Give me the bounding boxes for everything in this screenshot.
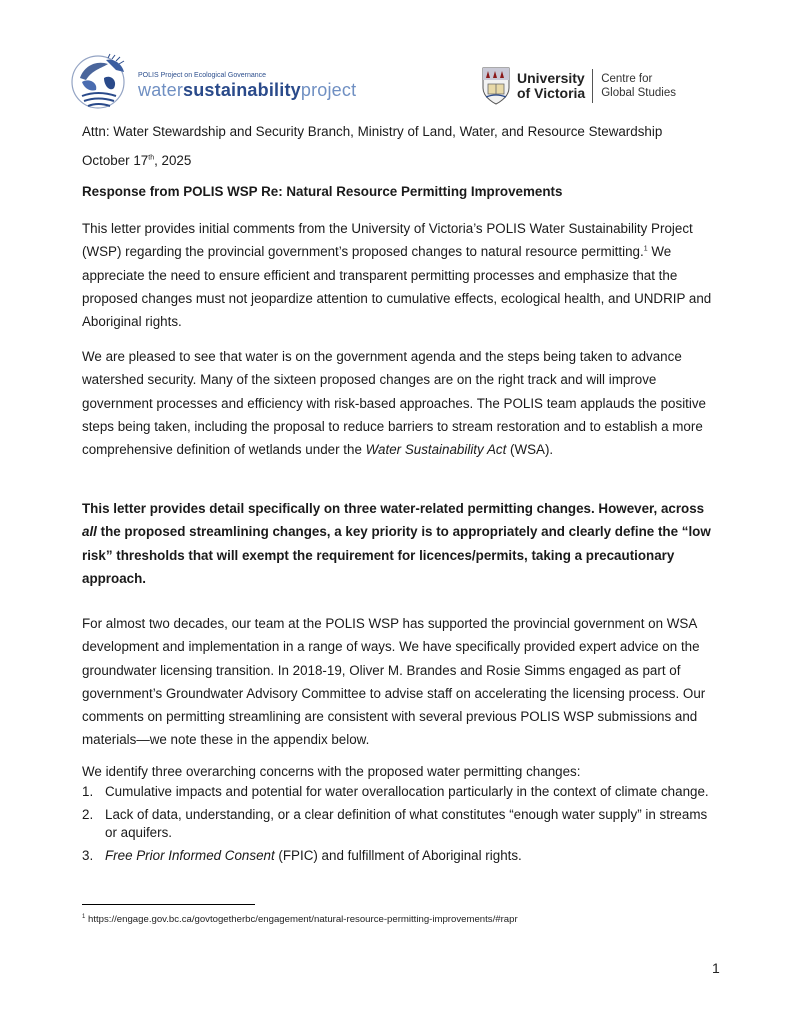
centre-line2: Global Studies (601, 87, 676, 99)
wsp-wordmark (138, 80, 356, 100)
list-text (105, 847, 722, 865)
paragraph-intro (82, 217, 722, 333)
uvic-name-line2: of Victoria (517, 85, 586, 101)
footnote-marker: 1 (82, 913, 86, 920)
list-number: 3. (82, 848, 94, 863)
fpic-term: Free Prior Informed Consent (105, 848, 275, 863)
p3-text-a: This letter provides detail specifically on three water-related permitting changes. However, across (82, 501, 705, 516)
p1-text-a: This letter provides initial comments from the University of Victoria’s POLIS Water Sustainability Project (WSP) regarding the provincial government’s proposed changes to natural resource permitting. (82, 221, 693, 260)
wsp-subtitle: POLIS Project on Ecological Governance (138, 71, 267, 79)
uvic-crest-icon (481, 66, 511, 106)
footnote-link[interactable]: https://engage.gov.bc.ca/govtogetherbc/engagement/natural-resource-permitting-improvements/#rapr (85, 914, 518, 925)
date-year: , 2025 (154, 153, 192, 168)
list-text: Lack of data, understanding, or a clear definition of what constitutes “enough water supply” in streams or aquifers. (105, 807, 708, 840)
list-text: Cumulative impacts and potential for water overallocation particularly in the context of climate change. (105, 784, 709, 799)
p2-act-name: Water Sustainability Act (365, 442, 507, 458)
uvic-logo (481, 66, 676, 106)
letter-date (82, 149, 191, 172)
logo-divider (592, 69, 593, 103)
paragraph-agenda (82, 345, 722, 461)
wsp-logo (68, 52, 356, 112)
subject-line: Response from POLIS WSP Re: Natural Resource Permitting Improvements (82, 184, 563, 199)
wsp-word-project: project (300, 79, 357, 100)
concerns-list (82, 783, 722, 870)
attn-line: Attn: Water Stewardship and Security Branch, Ministry of Land, Water, and Resource Stewardship (82, 124, 663, 139)
p1-text-b: We appreciate the need to ensure efficient and transparent permitting processes and emphasize that the proposed changes must not jeopardize attention to cumulative effects, ecological health, and UNDRIP and Aboriginal rights. (82, 244, 712, 330)
page-number: 1 (712, 960, 720, 976)
p3-emphasis: all (82, 524, 97, 540)
uvic-name-line1: University (517, 70, 585, 86)
date-suffix: th (148, 154, 155, 162)
footnote-separator (82, 904, 255, 905)
list-item (82, 783, 722, 801)
footnote-ref-1[interactable]: 1 (643, 245, 648, 253)
p2-text-a: We are pleased to see that water is on the government agenda and the steps being taken to advance watershed security. Many of the sixteen proposed changes are on the right track and will improve government processes and efficiency with risk-based approaches. The POLIS team applauds the positive steps being taken, including the proposal to reduce barriers to stream restoration and to establish a more comprehensive definition of wetlands under the (82, 349, 707, 458)
wsp-emblem-icon (68, 52, 132, 112)
wsp-word-water: water (138, 79, 184, 100)
list-item (82, 806, 722, 842)
paragraph-history: For almost two decades, our team at the POLIS WSP has supported the provincial government on WSA development and implementation in a range of ways. We have specifically provided expert advice on the groundwater licensing transition. In 2018-19, Oliver M. Brandes and Rosie Simms engaged as part of government’s Groundwater Advisory Committee to advise staff on accelerating the licensing process. Our comments on permitting streamlining are consistent with several previous POLIS WSP submissions and materials—we note these in the appendix below. (82, 616, 706, 748)
date-day: October 17 (82, 153, 149, 168)
list-number: 1. (82, 784, 94, 799)
footnote (82, 914, 518, 925)
list-text-rest: (FPIC) and fulfillment of Aboriginal rights. (274, 848, 522, 863)
wsp-word-sustainability: sustainability (183, 79, 301, 100)
centre-line1: Centre for (601, 73, 653, 85)
paragraph-key-priority (82, 497, 722, 590)
p2-text-b: (WSA). (506, 442, 554, 458)
list-item (82, 847, 722, 865)
concerns-intro: We identify three overarching concerns with the proposed water permitting changes: (82, 764, 581, 779)
list-number: 2. (82, 807, 94, 822)
p3-text-b: the proposed streamlining changes, a key priority is to appropriately and clearly define the “low risk” thresholds that will exempt the requirement for licences/permits, taking a precautionary approach. (82, 524, 711, 586)
